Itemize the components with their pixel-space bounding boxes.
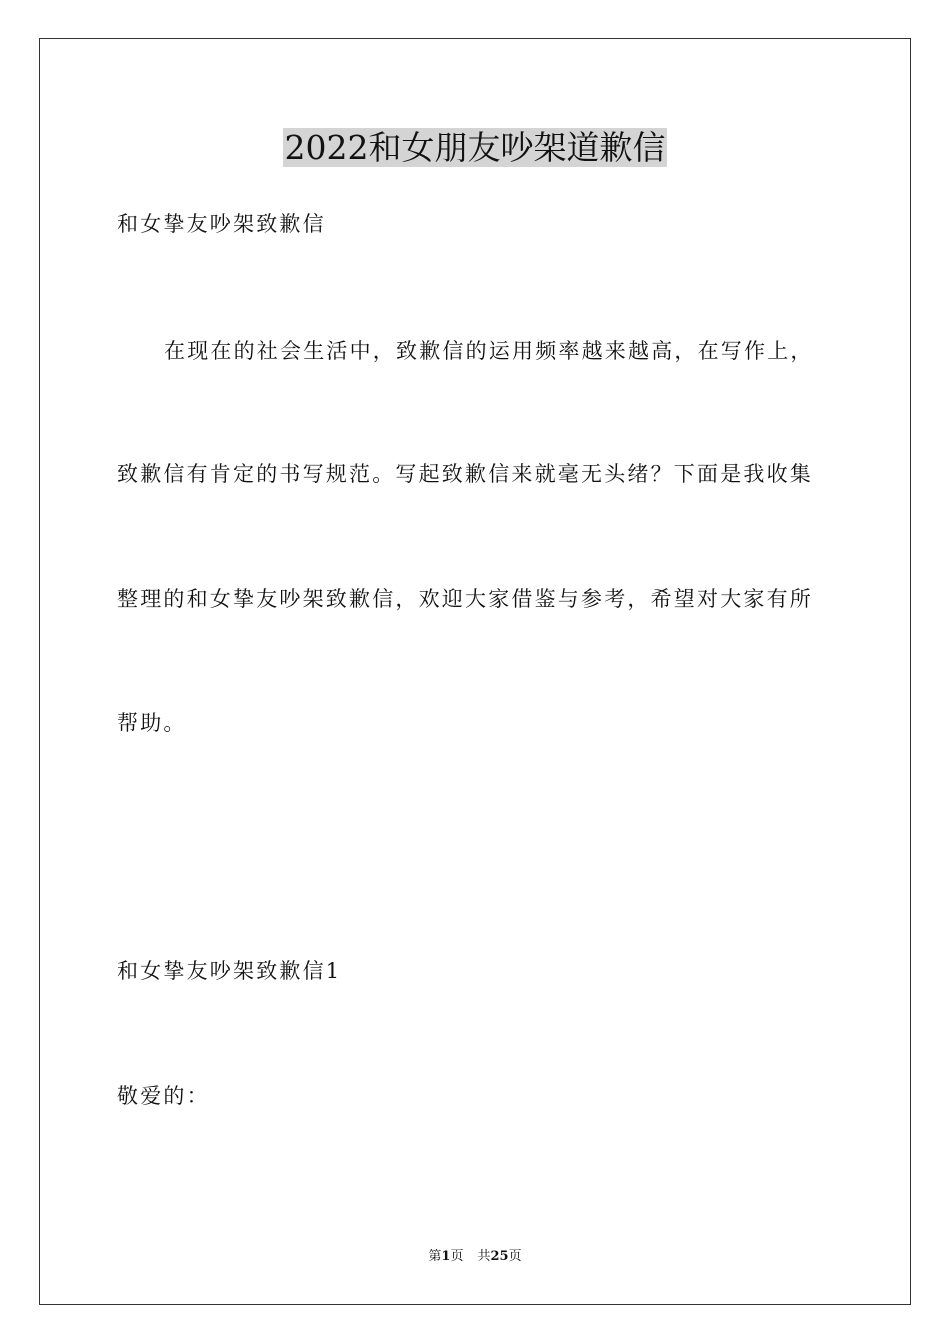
page-prefix: 第 (428, 1249, 442, 1264)
current-page: 1 (441, 1249, 451, 1264)
document-title (0, 126, 950, 170)
section-heading: 和女挚友吵架致歉信1 (117, 959, 342, 983)
intro-line-2: 致歉信有肯定的书写规范。写起致歉信来就毫无头绪？下面是我收集 (117, 462, 813, 486)
intro-line-3: 整理的和女挚友吵架致歉信，欢迎大家借鉴与参考，希望对大家有所 (117, 587, 813, 611)
salutation: 敬爱的： (117, 1084, 210, 1108)
document-subtitle: 和女挚友吵架致歉信 (117, 212, 326, 236)
intro-line-4: 帮助。 (117, 711, 187, 735)
total-suffix: 页 (508, 1249, 522, 1264)
document-title-text: 2022和女朋友吵架道歉信 (284, 128, 666, 167)
total-pages: 25 (490, 1249, 509, 1264)
total-prefix: 共 (477, 1249, 491, 1264)
page-suffix: 页 (450, 1249, 464, 1264)
page-number-footer (0, 1248, 950, 1266)
intro-line-1: 在现在的社会生活中，致歉信的运用频率越来越高，在写作上， (164, 339, 814, 363)
